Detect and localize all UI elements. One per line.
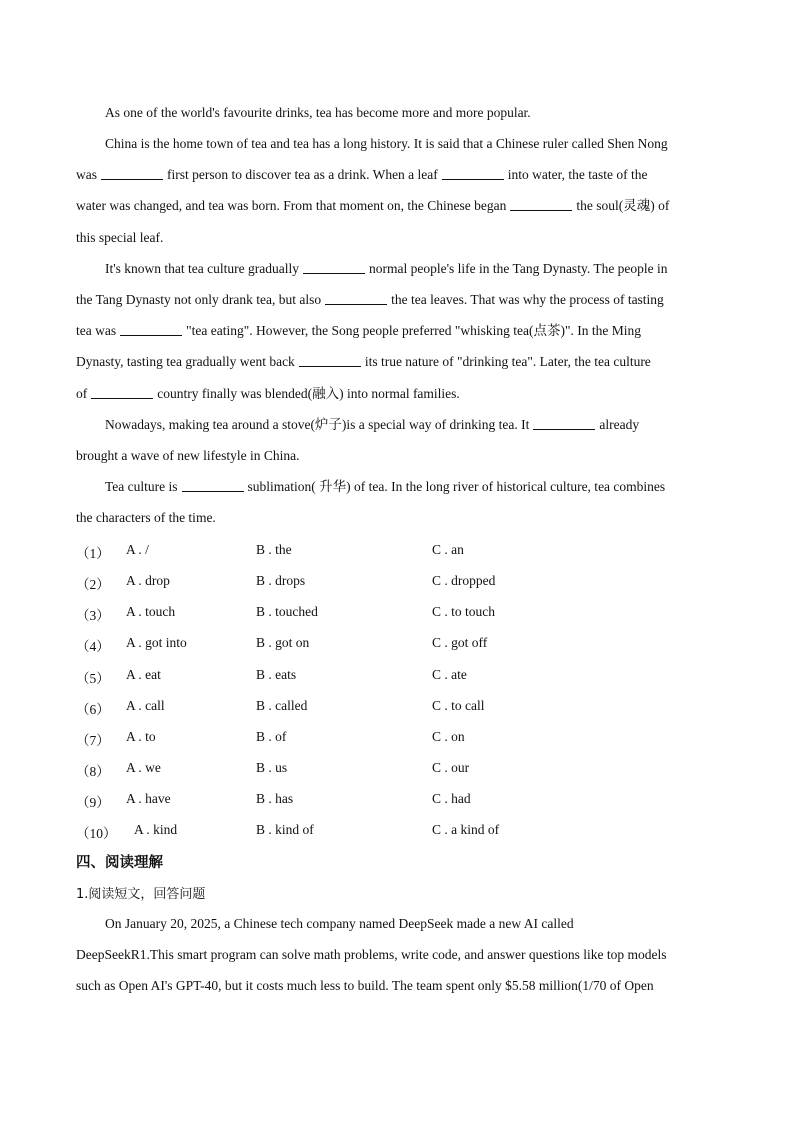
option-b[interactable]: B . of xyxy=(256,729,287,744)
option-row xyxy=(76,698,716,716)
reading-line: On January 20, 2025, a Chinese tech company named DeepSeek made a new AI called xyxy=(105,916,574,931)
passage-line: this special leaf. xyxy=(76,230,164,245)
option-c[interactable]: C . dropped xyxy=(432,573,496,588)
option-b[interactable]: B . has xyxy=(256,791,294,806)
question-number: （1） xyxy=(76,546,110,561)
option-b[interactable]: B . eats xyxy=(256,667,297,682)
option-a[interactable]: A . have xyxy=(126,791,171,806)
option-a[interactable]: A . / xyxy=(126,542,149,557)
passage-line: the Tang Dynasty not only drank tea, but also the tea leaves. That was why the process of tasting xyxy=(76,292,664,307)
passage-line: As one of the world's favourite drinks, tea has become more and more popular. xyxy=(105,105,531,120)
option-a[interactable]: A . call xyxy=(126,698,165,713)
option-b[interactable]: B . kind of xyxy=(256,822,314,837)
blank-7[interactable] xyxy=(299,354,361,367)
passage-line: tea was "tea eating". However, the Song people preferred "whisking tea(点茶)". In the Ming xyxy=(76,323,641,338)
blank-2[interactable] xyxy=(442,167,504,180)
section-title: 四、阅读理解 xyxy=(76,855,163,871)
question-number: （4） xyxy=(76,639,110,654)
passage-line: of country finally was blended(融入) into normal families. xyxy=(76,386,460,401)
question-number: （8） xyxy=(76,764,110,779)
option-c[interactable]: C . to touch xyxy=(432,604,495,619)
question-number: （6） xyxy=(76,702,110,717)
passage-line: the characters of the time. xyxy=(76,510,216,525)
option-b[interactable]: B . us xyxy=(256,760,288,775)
option-c[interactable]: C . on xyxy=(432,729,465,744)
passage-line: China is the home town of tea and tea has a long history. It is said that a Chinese ruler called Shen Nong xyxy=(105,136,668,151)
option-row xyxy=(76,667,716,685)
passage-line: water was changed, and tea was born. From that moment on, the Chinese began the soul(灵魂) of xyxy=(76,198,670,213)
option-row xyxy=(76,822,716,840)
option-row xyxy=(76,760,716,778)
blank-10[interactable] xyxy=(182,479,244,492)
passage-line: brought a wave of new lifestyle in China. xyxy=(76,448,300,463)
option-c[interactable]: C . a kind of xyxy=(432,822,500,837)
option-c[interactable]: C . had xyxy=(432,791,471,806)
passage-line: was first person to discover tea as a drink. When a leaf into water, the taste of the xyxy=(76,167,648,182)
option-a[interactable]: A . to xyxy=(126,729,156,744)
passage-line: Dynasty, tasting tea gradually went back its true nature of "drinking tea". Later, the tea culture xyxy=(76,354,651,369)
option-c[interactable]: C . to call xyxy=(432,698,485,713)
option-a[interactable]: A . touch xyxy=(126,604,176,619)
option-b[interactable]: B . got on xyxy=(256,635,310,650)
passage-line: It's known that tea culture gradually normal people's life in the Tang Dynasty. The people in xyxy=(105,261,668,276)
option-a[interactable]: A . eat xyxy=(126,667,161,682)
blank-8[interactable] xyxy=(91,386,153,399)
option-row xyxy=(76,542,716,560)
option-b[interactable]: B . touched xyxy=(256,604,318,619)
blank-9[interactable] xyxy=(533,417,595,430)
reading-line: DeepSeekR1.This smart program can solve math problems, write code, and answer questions like top models xyxy=(76,947,667,962)
option-b[interactable]: B . called xyxy=(256,698,308,713)
option-b[interactable]: B . drops xyxy=(256,573,306,588)
option-a[interactable]: A . we xyxy=(126,760,161,775)
option-b[interactable]: B . the xyxy=(256,542,292,557)
reading-line: such as Open AI's GPT-40, but it costs much less to build. The team spent only $5.58 million(1/70 of Open xyxy=(76,978,654,993)
passage-line: Nowadays, making tea around a stove(炉子)is a special way of drinking tea. It already xyxy=(105,417,640,432)
option-a[interactable]: A . drop xyxy=(126,573,170,588)
option-c[interactable]: C . our xyxy=(432,760,470,775)
passage-line: Tea culture is sublimation( 升华) of tea. In the long river of historical culture, tea combines xyxy=(105,479,666,494)
option-c[interactable]: C . ate xyxy=(432,667,467,682)
question-number: （7） xyxy=(76,733,110,748)
option-c[interactable]: C . got off xyxy=(432,635,488,650)
option-row xyxy=(76,573,716,591)
option-row xyxy=(76,604,716,622)
option-a[interactable]: A . got into xyxy=(126,635,187,650)
question-number: （9） xyxy=(76,795,110,810)
option-row xyxy=(76,791,716,809)
blank-1[interactable] xyxy=(101,167,163,180)
option-row xyxy=(76,729,716,747)
question-number: （5） xyxy=(76,671,110,686)
question-number: （2） xyxy=(76,577,110,592)
blank-5[interactable] xyxy=(325,292,387,305)
option-c[interactable]: C . an xyxy=(432,542,464,557)
question-number: （3） xyxy=(76,608,110,623)
blank-4[interactable] xyxy=(303,261,365,274)
blank-3[interactable] xyxy=(510,198,572,211)
task-instruction: 1.阅读短文，回答问题 xyxy=(76,887,206,902)
option-row xyxy=(76,635,716,653)
question-number: （10） xyxy=(76,826,117,841)
blank-6[interactable] xyxy=(120,323,182,336)
option-a[interactable]: A . kind xyxy=(134,822,178,837)
